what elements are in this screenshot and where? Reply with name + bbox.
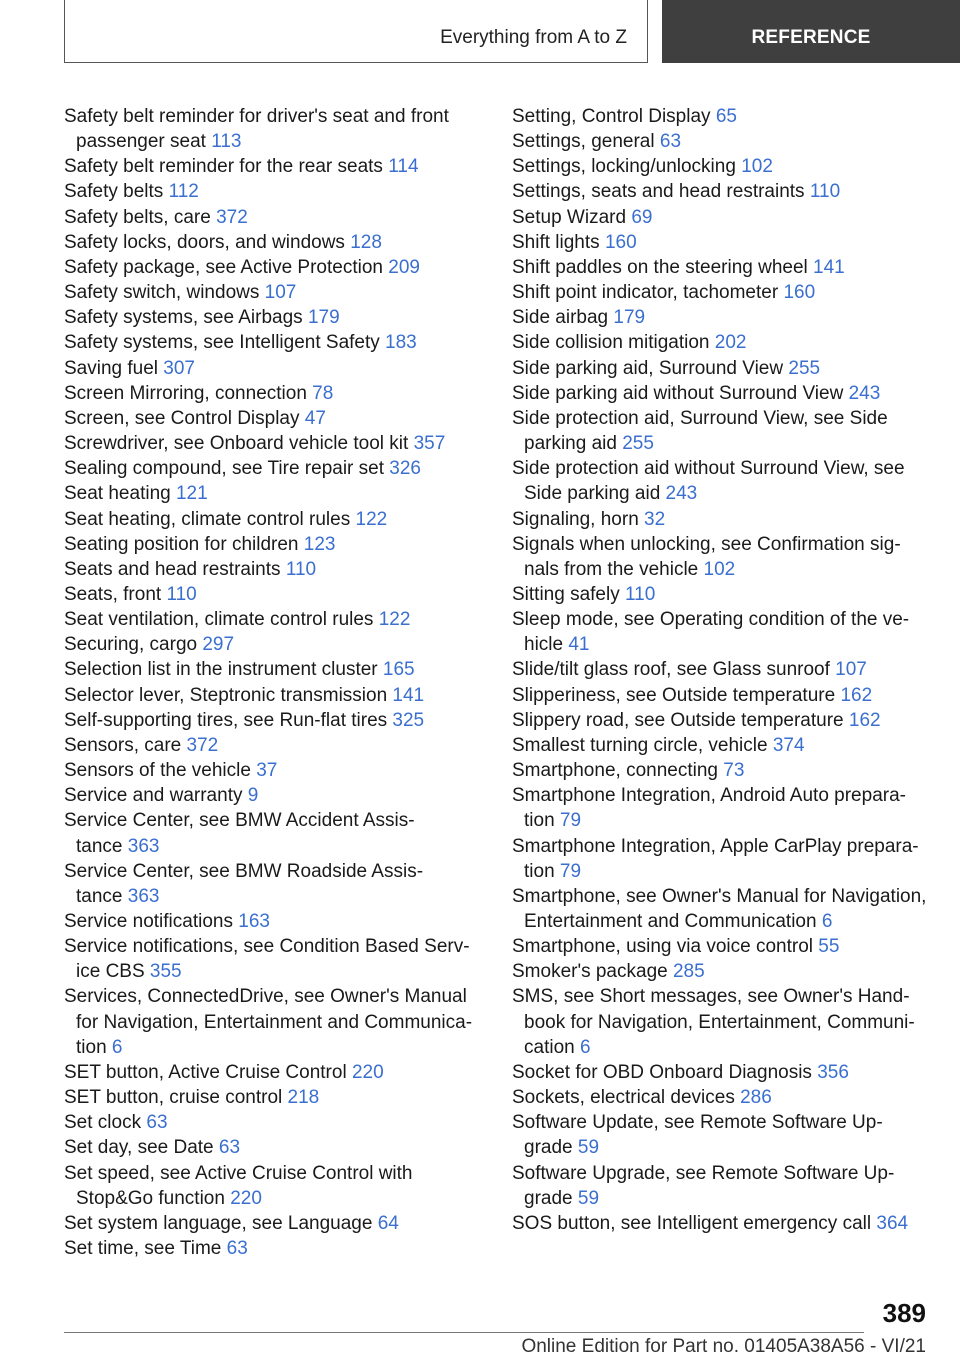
index-term: Seat heating, climate control rules bbox=[64, 508, 351, 530]
index-entry bbox=[64, 683, 484, 708]
index-entry bbox=[512, 431, 932, 456]
index-entry bbox=[512, 1186, 932, 1211]
page-reference-link[interactable]: 122 bbox=[378, 609, 411, 631]
index-entry bbox=[64, 607, 484, 632]
page-reference-link[interactable]: 32 bbox=[644, 508, 666, 530]
index-term: Software Update, see Remote Software Up- bbox=[512, 1112, 883, 1134]
index-entry bbox=[64, 104, 484, 129]
index-term: Service Center, see BMW Roadside Assis- bbox=[64, 860, 424, 882]
index-entry bbox=[512, 356, 932, 381]
index-entry bbox=[64, 280, 484, 305]
index-entry bbox=[64, 1186, 484, 1211]
index-term: SOS button, see Intelligent emergency call bbox=[512, 1212, 872, 1234]
index-term: Settings, locking/unlocking bbox=[512, 156, 736, 178]
index-term: Shift point indicator, tachometer bbox=[512, 282, 779, 304]
chapter-title: REFERENCE bbox=[751, 27, 871, 48]
index-term: Sockets, electrical devices bbox=[512, 1087, 735, 1109]
index-term: Smallest turning circle, vehicle bbox=[512, 734, 768, 756]
index-entry bbox=[512, 1211, 932, 1236]
page-reference-link[interactable]: 374 bbox=[772, 734, 805, 756]
page-reference-link[interactable]: 255 bbox=[622, 433, 654, 455]
index-term: Smartphone Integration, Android Auto prepara- bbox=[512, 785, 906, 807]
page-reference-link[interactable]: 160 bbox=[783, 282, 816, 304]
index-term: Smartphone, connecting bbox=[512, 760, 718, 782]
page-reference-link[interactable]: 141 bbox=[392, 684, 425, 706]
index-entry bbox=[512, 834, 932, 859]
index-entry bbox=[512, 607, 932, 632]
index-entry bbox=[64, 1110, 484, 1135]
page-reference-link[interactable]: 112 bbox=[168, 181, 199, 203]
page-reference-link[interactable]: 59 bbox=[577, 1187, 600, 1209]
index-term: Seat ventilation, climate control rules bbox=[64, 609, 374, 631]
index-term: Smartphone Integration, Apple CarPlay prepara- bbox=[512, 835, 919, 857]
index-term: Sensors, care bbox=[64, 734, 182, 756]
index-term: ice CBS bbox=[76, 961, 145, 983]
index-term: Socket for OBD Onboard Diagnosis bbox=[512, 1061, 812, 1083]
index-entry bbox=[512, 582, 932, 607]
index-entry bbox=[64, 507, 484, 532]
index-term: Side parking aid, Surround View bbox=[512, 357, 784, 379]
index-entry bbox=[64, 255, 484, 280]
page-reference-link[interactable]: 73 bbox=[723, 760, 745, 782]
index-term: SET button, Active Cruise Control bbox=[64, 1061, 347, 1083]
index-entry bbox=[512, 255, 932, 280]
index-entry bbox=[512, 507, 932, 532]
page-reference-link[interactable]: 113 bbox=[211, 131, 242, 153]
index-entry bbox=[512, 154, 932, 179]
index-term: Services, ConnectedDrive, see Owner's Manual bbox=[64, 986, 467, 1008]
index-entry bbox=[64, 431, 484, 456]
index-term: Safety locks, doors, and windows bbox=[64, 231, 345, 253]
index-term: Smartphone, see Owner's Manual for Navigation, bbox=[512, 885, 927, 907]
index-term: grade bbox=[524, 1137, 573, 1159]
page-reference-link[interactable]: 285 bbox=[672, 961, 705, 983]
index-term: Sitting safely bbox=[512, 583, 620, 605]
index-entry bbox=[64, 909, 484, 934]
page-reference-link[interactable]: 357 bbox=[413, 433, 446, 455]
index-entry bbox=[512, 1010, 932, 1035]
index-term: Entertainment and Communication bbox=[524, 911, 817, 932]
index-entry bbox=[64, 1035, 484, 1060]
page-reference-link[interactable]: 355 bbox=[149, 961, 182, 983]
page-reference-link[interactable]: 325 bbox=[392, 709, 425, 731]
page-reference-link[interactable]: 121 bbox=[175, 483, 208, 505]
page-reference-link[interactable]: 307 bbox=[163, 357, 195, 379]
index-entry bbox=[64, 205, 484, 230]
index-entry bbox=[512, 708, 932, 733]
index-entry bbox=[64, 632, 484, 657]
index-entry bbox=[64, 1085, 484, 1110]
page-reference-link[interactable]: 41 bbox=[568, 634, 590, 656]
page-reference-link[interactable]: 179 bbox=[307, 307, 340, 329]
index-entry bbox=[512, 406, 932, 431]
page-reference-link[interactable]: 102 bbox=[741, 156, 773, 178]
index-term: SMS, see Short messages, see Owner's Hand- bbox=[512, 986, 910, 1008]
page-reference-link[interactable]: 286 bbox=[740, 1087, 772, 1109]
page-reference-link[interactable]: 114 bbox=[388, 156, 419, 178]
index-term: Saving fuel bbox=[64, 357, 159, 379]
index-entry bbox=[512, 909, 932, 934]
index-term: tion bbox=[76, 1036, 107, 1058]
index-entry bbox=[64, 934, 484, 959]
page-reference-link[interactable]: 160 bbox=[604, 231, 637, 253]
index-entry bbox=[512, 984, 932, 1009]
index-term: Safety belts bbox=[64, 181, 164, 203]
page-reference-link[interactable]: 243 bbox=[665, 483, 698, 505]
index-entry bbox=[64, 356, 484, 381]
index-column-left bbox=[64, 104, 484, 1261]
page-reference-link[interactable]: 6 bbox=[111, 1036, 123, 1058]
index-term: for Navigation, Entertainment and Communica- bbox=[76, 1011, 473, 1033]
index-entry bbox=[64, 582, 484, 607]
index-entry bbox=[512, 683, 932, 708]
page-reference-link[interactable]: 64 bbox=[377, 1212, 399, 1234]
index-entry bbox=[64, 557, 484, 582]
footer-edition: Online Edition for Part no. 01405A38A56 - VI/21 bbox=[521, 1336, 926, 1357]
page-reference-link[interactable]: 9 bbox=[247, 785, 259, 807]
index-term: Settings, general bbox=[512, 131, 655, 153]
page-reference-link[interactable]: 110 bbox=[809, 181, 841, 203]
page-reference-link[interactable]: 372 bbox=[216, 206, 248, 228]
index-term: parking aid bbox=[524, 433, 617, 455]
index-term: Set time, see Time bbox=[64, 1238, 222, 1260]
index-entry bbox=[64, 733, 484, 758]
index-entry bbox=[512, 859, 932, 884]
index-term: Securing, cargo bbox=[64, 634, 198, 656]
index-term: Side parking aid without Surround View bbox=[512, 382, 844, 404]
index-entry bbox=[512, 205, 932, 230]
index-entry bbox=[512, 959, 932, 984]
page-reference-link[interactable]: 107 bbox=[835, 659, 867, 681]
index-entry bbox=[512, 783, 932, 808]
page-reference-link[interactable]: 165 bbox=[382, 659, 415, 681]
running-header-box bbox=[64, 0, 648, 63]
index-entry bbox=[512, 280, 932, 305]
index-entry bbox=[64, 1211, 484, 1236]
index-term: Safety switch, windows bbox=[64, 282, 260, 304]
index-entry bbox=[64, 834, 484, 859]
index-entry bbox=[64, 808, 484, 833]
index-entry bbox=[512, 179, 932, 204]
index-entry bbox=[512, 733, 932, 758]
page-reference-link[interactable]: 122 bbox=[355, 508, 388, 530]
index-term: Slide/tilt glass roof, see Glass sunroof bbox=[512, 659, 830, 681]
footer-divider bbox=[64, 1332, 864, 1333]
page-reference-link[interactable]: 141 bbox=[813, 256, 845, 278]
index-term: Safety belt reminder for the rear seats bbox=[64, 156, 383, 178]
page-reference-link[interactable]: 128 bbox=[350, 231, 382, 253]
index-term: Settings, seats and head restraints bbox=[512, 181, 805, 203]
index-term: Side protection aid, Surround View, see Side bbox=[512, 407, 888, 429]
index-entry bbox=[512, 1060, 932, 1085]
page-reference-link[interactable]: 356 bbox=[817, 1061, 849, 1083]
page-reference-link[interactable]: 63 bbox=[659, 131, 682, 153]
index-entry bbox=[512, 1085, 932, 1110]
page-reference-link[interactable]: 110 bbox=[285, 558, 317, 580]
index-entry bbox=[64, 758, 484, 783]
index-term: Shift lights bbox=[512, 231, 600, 253]
index-term: Sleep mode, see Operating condition of the ve- bbox=[512, 609, 910, 631]
index-term: book for Navigation, Entertainment, Communi- bbox=[524, 1011, 915, 1033]
index-entry bbox=[64, 1161, 484, 1186]
index-term: Self-supporting tires, see Run-flat tires bbox=[64, 709, 388, 731]
index-entry bbox=[512, 657, 932, 682]
index-term: Side protection aid without Surround View, see bbox=[512, 458, 905, 480]
index-entry bbox=[512, 557, 932, 582]
page-reference-link[interactable]: 63 bbox=[146, 1112, 168, 1134]
index-entry bbox=[64, 154, 484, 179]
page-reference-link[interactable]: 243 bbox=[848, 382, 881, 404]
index-entry bbox=[64, 959, 484, 984]
index-entry bbox=[512, 1161, 932, 1186]
index-entry bbox=[64, 1236, 484, 1261]
index-term: Set system language, see Language bbox=[64, 1212, 373, 1234]
index-term: Side collision mitigation bbox=[512, 332, 710, 354]
index-term: Shift paddles on the steering wheel bbox=[512, 256, 808, 278]
page-reference-link[interactable]: 102 bbox=[703, 558, 736, 580]
page-reference-link[interactable]: 59 bbox=[577, 1137, 600, 1159]
index-entry bbox=[64, 330, 484, 355]
index-term: Signaling, horn bbox=[512, 508, 639, 530]
index-term: cation bbox=[524, 1036, 575, 1058]
index-term: Safety systems, see Intelligent Safety bbox=[64, 332, 380, 354]
index-entry bbox=[512, 104, 932, 129]
page-reference-link[interactable]: 69 bbox=[631, 206, 653, 228]
index-entry bbox=[64, 305, 484, 330]
index-term: Service and warranty bbox=[64, 785, 243, 807]
page-reference-link[interactable]: 364 bbox=[876, 1212, 909, 1234]
index-term: Setup Wizard bbox=[512, 206, 627, 228]
page-reference-link[interactable]: 55 bbox=[818, 936, 840, 958]
index-term: Seats and head restraints bbox=[64, 558, 281, 580]
index-entry bbox=[64, 230, 484, 255]
page-reference-link[interactable]: 218 bbox=[287, 1087, 320, 1109]
page-reference-link[interactable]: 6 bbox=[579, 1036, 591, 1058]
index-term: grade bbox=[524, 1187, 573, 1209]
index-term: Seats, front bbox=[64, 583, 162, 605]
index-term: Set clock bbox=[64, 1112, 142, 1134]
index-term: hicle bbox=[524, 634, 564, 656]
index-term: tion bbox=[524, 810, 555, 832]
index-column-right bbox=[512, 104, 932, 1236]
index-term: Safety belt reminder for driver's seat and front bbox=[64, 106, 449, 127]
index-entry bbox=[512, 456, 932, 481]
index-term: Screen, see Control Display bbox=[64, 407, 300, 429]
index-term: Slippery road, see Outside temperature bbox=[512, 709, 844, 731]
index-entry bbox=[512, 230, 932, 255]
page-reference-link[interactable]: 326 bbox=[389, 458, 421, 480]
index-entry bbox=[512, 129, 932, 154]
index-entry bbox=[512, 1035, 932, 1060]
index-term: Signals when unlocking, see Confirmation sig- bbox=[512, 533, 901, 555]
index-entry bbox=[64, 1060, 484, 1085]
index-entry bbox=[64, 179, 484, 204]
index-term: Software Upgrade, see Remote Software Up- bbox=[512, 1162, 895, 1184]
index-term: Stop&Go function bbox=[76, 1187, 225, 1209]
index-term: Setting, Control Display bbox=[512, 106, 711, 127]
page-reference-link[interactable]: 37 bbox=[256, 760, 278, 782]
index-term: Side parking aid bbox=[524, 483, 661, 505]
index-term: nals from the vehicle bbox=[524, 558, 699, 580]
index-term: Smoker's package bbox=[512, 961, 668, 983]
page-reference-link[interactable]: 110 bbox=[166, 583, 197, 605]
index-term: passenger seat bbox=[76, 131, 206, 153]
index-entry bbox=[512, 632, 932, 657]
index-entry bbox=[64, 884, 484, 909]
index-entry bbox=[512, 884, 932, 909]
index-entry bbox=[512, 532, 932, 557]
chapter-tab bbox=[662, 0, 960, 63]
page-reference-link[interactable]: 162 bbox=[848, 709, 881, 731]
index-entry bbox=[64, 481, 484, 506]
index-term: Smartphone, using via voice control bbox=[512, 936, 813, 958]
page-reference-link[interactable]: 363 bbox=[127, 835, 160, 857]
index-entry bbox=[512, 808, 932, 833]
page-reference-link[interactable]: 220 bbox=[230, 1187, 262, 1209]
index-term: Set day, see Date bbox=[64, 1137, 214, 1159]
page-reference-link[interactable]: 79 bbox=[559, 860, 582, 882]
page-reference-link[interactable]: 63 bbox=[218, 1137, 241, 1159]
index-entry bbox=[64, 1135, 484, 1160]
index-entry bbox=[64, 456, 484, 481]
index-entry bbox=[512, 1110, 932, 1135]
index-entry bbox=[512, 934, 932, 959]
index-term: Service notifications bbox=[64, 911, 233, 932]
index-entry bbox=[64, 532, 484, 557]
page-reference-link[interactable]: 220 bbox=[351, 1061, 384, 1083]
index-term: SET button, cruise control bbox=[64, 1087, 283, 1109]
page-reference-link[interactable]: 363 bbox=[127, 885, 160, 907]
index-entry bbox=[512, 381, 932, 406]
index-term: Sensors of the vehicle bbox=[64, 760, 251, 782]
page-reference-link[interactable]: 183 bbox=[385, 332, 417, 354]
index-term: tance bbox=[76, 835, 123, 857]
page-reference-link[interactable]: 65 bbox=[715, 106, 737, 127]
page-reference-link[interactable]: 202 bbox=[714, 332, 747, 354]
page-reference-link[interactable]: 255 bbox=[788, 357, 821, 379]
index-entry bbox=[512, 758, 932, 783]
index-term: Side airbag bbox=[512, 307, 609, 329]
index-entry bbox=[64, 708, 484, 733]
section-title: Everything from A to Z bbox=[440, 27, 627, 48]
index-term: Seating position for children bbox=[64, 533, 299, 555]
index-entry bbox=[64, 129, 484, 154]
index-term: tance bbox=[76, 885, 123, 907]
index-term: Slipperiness, see Outside temperature bbox=[512, 684, 836, 706]
page-reference-link[interactable]: 47 bbox=[304, 407, 326, 429]
page-reference-link[interactable]: 78 bbox=[312, 382, 334, 404]
index-entry bbox=[64, 406, 484, 431]
page-reference-link[interactable]: 163 bbox=[238, 911, 270, 932]
index-term: Screen Mirroring, connection bbox=[64, 382, 307, 404]
index-entry bbox=[512, 481, 932, 506]
index-term: Seat heating bbox=[64, 483, 171, 505]
index-entry bbox=[64, 1010, 484, 1035]
index-entry bbox=[64, 783, 484, 808]
index-term: Set speed, see Active Cruise Control with bbox=[64, 1162, 413, 1184]
page-reference-link[interactable]: 372 bbox=[186, 734, 219, 756]
page-reference-link[interactable]: 79 bbox=[559, 810, 582, 832]
index-term: Selector lever, Steptronic transmission bbox=[64, 684, 388, 706]
page-reference-link[interactable]: 162 bbox=[840, 684, 873, 706]
page-reference-link[interactable]: 107 bbox=[264, 282, 297, 304]
index-term: Screwdriver, see Onboard vehicle tool kit bbox=[64, 433, 409, 455]
index-term: Service notifications, see Condition Based Serv- bbox=[64, 936, 470, 958]
index-term: tion bbox=[524, 860, 555, 882]
index-entry bbox=[512, 305, 932, 330]
page-reference-link[interactable]: 110 bbox=[625, 583, 656, 605]
page-reference-link[interactable]: 63 bbox=[226, 1238, 248, 1260]
index-term: Safety belts, care bbox=[64, 206, 211, 228]
index-entry bbox=[512, 1135, 932, 1160]
index-entry bbox=[512, 330, 932, 355]
index-term: Sealing compound, see Tire repair set bbox=[64, 458, 385, 480]
page-number: 389 bbox=[882, 1298, 926, 1328]
page-reference-link[interactable]: 6 bbox=[821, 911, 833, 932]
page-reference-link[interactable]: 209 bbox=[388, 256, 420, 278]
page-reference-link[interactable]: 179 bbox=[613, 307, 646, 329]
index-term: Selection list in the instrument cluster bbox=[64, 659, 378, 681]
index-entry bbox=[64, 859, 484, 884]
index-term: Safety package, see Active Protection bbox=[64, 256, 383, 278]
index-entry bbox=[64, 984, 484, 1009]
index-term: Service Center, see BMW Accident Assis- bbox=[64, 810, 415, 832]
page-reference-link[interactable]: 297 bbox=[202, 634, 235, 656]
index-entry bbox=[64, 381, 484, 406]
page-reference-link[interactable]: 123 bbox=[303, 533, 336, 555]
index-term: Safety systems, see Airbags bbox=[64, 307, 303, 329]
index-entry bbox=[64, 657, 484, 682]
